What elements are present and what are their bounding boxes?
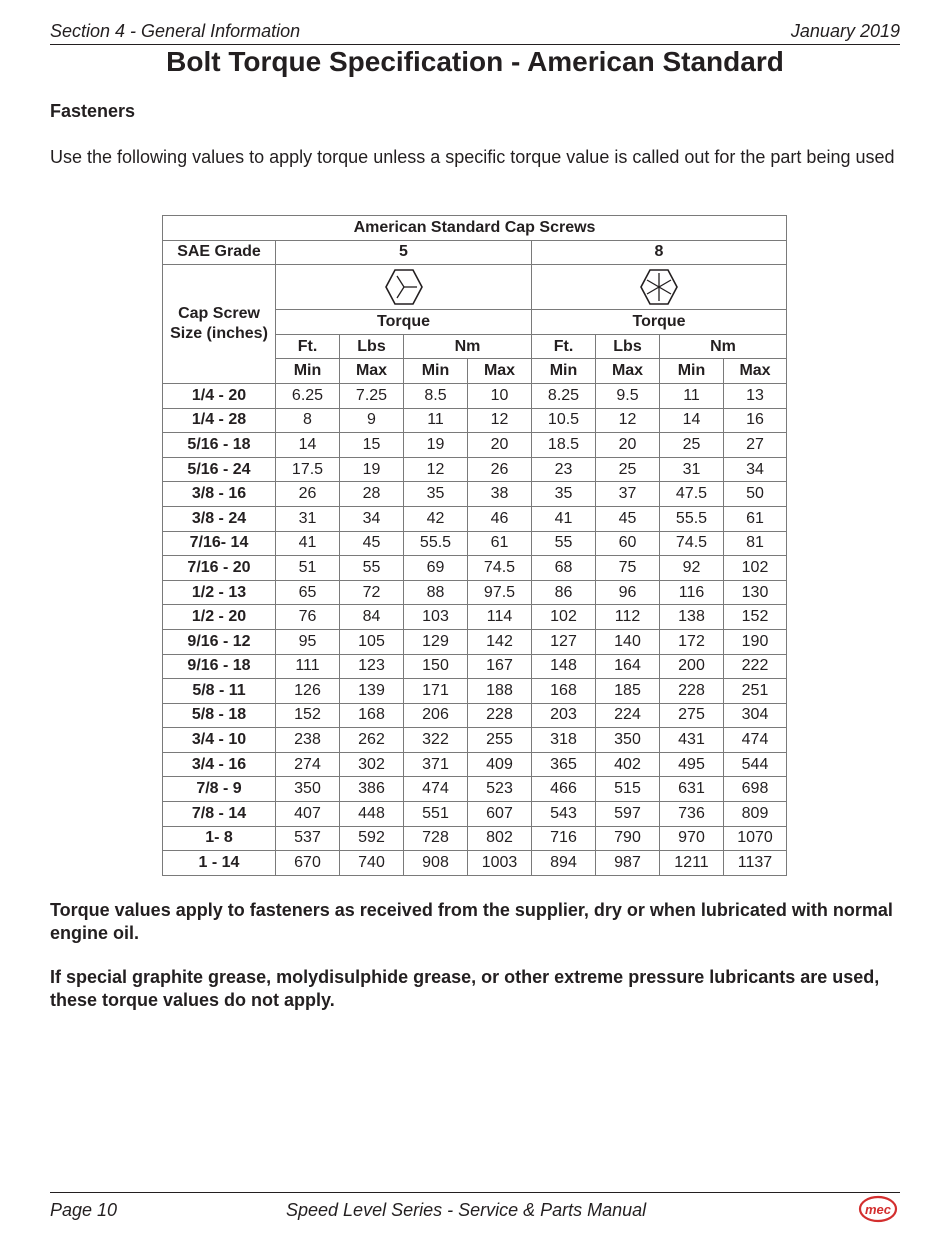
- page-header: [50, 20, 900, 45]
- torque-value: 172: [660, 629, 724, 654]
- torque-value: 41: [532, 506, 596, 531]
- torque-value: 466: [532, 777, 596, 802]
- torque-value: 7.25: [340, 383, 404, 408]
- torque-value: 102: [724, 556, 787, 581]
- section-subheading: Fasteners: [50, 101, 136, 121]
- table-row: [163, 457, 787, 482]
- torque-value: 8.5: [404, 383, 468, 408]
- cap-screw-size-label: Cap Screw Size (inches): [163, 265, 276, 384]
- torque-value: 27: [724, 433, 787, 458]
- table-row: [163, 752, 787, 777]
- grade-5-hex-bolt-icon: [384, 268, 424, 306]
- torque-value: 72: [340, 580, 404, 605]
- table-row: [163, 629, 787, 654]
- torque-value: 86: [532, 580, 596, 605]
- torque-value: 386: [340, 777, 404, 802]
- torque-value: 274: [276, 752, 340, 777]
- torque-value: 19: [340, 457, 404, 482]
- torque-value: 20: [596, 433, 660, 458]
- torque-value: 515: [596, 777, 660, 802]
- torque-value: 138: [660, 605, 724, 630]
- torque-value: 69: [404, 556, 468, 581]
- torque-value: 262: [340, 728, 404, 753]
- torque-value: 12: [596, 408, 660, 433]
- torque-value: 11: [404, 408, 468, 433]
- table-caption: American Standard Cap Screws: [163, 216, 787, 241]
- torque-value: 75: [596, 556, 660, 581]
- torque-value: 190: [724, 629, 787, 654]
- grade-5-ftlbs-max-label: Max: [340, 359, 404, 384]
- torque-value: 74.5: [660, 531, 724, 556]
- torque-value: 88: [404, 580, 468, 605]
- torque-value: 61: [724, 506, 787, 531]
- torque-value: 74.5: [468, 556, 532, 581]
- torque-value: 9.5: [596, 383, 660, 408]
- table-row: [163, 605, 787, 630]
- torque-value: 50: [724, 482, 787, 507]
- table-row: [163, 506, 787, 531]
- grade-8-ft-label: Ft.: [532, 334, 596, 359]
- torque-note-dry: Torque values apply to fasteners as received from the supplier, dry or when lubricated with normal engine oil.: [50, 900, 893, 943]
- torque-value: 76: [276, 605, 340, 630]
- grade-5-nm-min-label: Min: [404, 359, 468, 384]
- torque-value: 537: [276, 826, 340, 851]
- torque-value: 139: [340, 679, 404, 704]
- torque-value: 96: [596, 580, 660, 605]
- torque-value: 51: [276, 556, 340, 581]
- torque-value: 42: [404, 506, 468, 531]
- torque-value: 19: [404, 433, 468, 458]
- torque-value: 448: [340, 802, 404, 827]
- torque-value: 14: [660, 408, 724, 433]
- torque-value: 142: [468, 629, 532, 654]
- torque-value: 1211: [660, 851, 724, 876]
- torque-value: 11: [660, 383, 724, 408]
- table-row: [163, 679, 787, 704]
- torque-value: 894: [532, 851, 596, 876]
- mec-logo-text: mec: [864, 1202, 892, 1217]
- table-row: [163, 408, 787, 433]
- table-row: [163, 851, 787, 876]
- torque-value: 38: [468, 482, 532, 507]
- torque-value: 55.5: [404, 531, 468, 556]
- torque-note-lubricants: If special graphite grease, molydisulphide grease, or other extreme pressure lubricants are used, these torque values do not apply.: [50, 967, 880, 1010]
- cap-screw-size: 5/16 - 24: [163, 457, 276, 482]
- torque-value: 275: [660, 703, 724, 728]
- torque-value: 607: [468, 802, 532, 827]
- table-row: [163, 531, 787, 556]
- torque-value: 10.5: [532, 408, 596, 433]
- torque-value: 350: [596, 728, 660, 753]
- torque-value: 224: [596, 703, 660, 728]
- torque-value: 8: [276, 408, 340, 433]
- cap-screw-size: 3/4 - 10: [163, 728, 276, 753]
- cap-screw-size: 7/8 - 14: [163, 802, 276, 827]
- torque-value: 185: [596, 679, 660, 704]
- torque-value: 16: [724, 408, 787, 433]
- torque-value: 908: [404, 851, 468, 876]
- table-row: [163, 556, 787, 581]
- torque-value: 84: [340, 605, 404, 630]
- table-row: [163, 777, 787, 802]
- torque-value: 740: [340, 851, 404, 876]
- torque-value: 105: [340, 629, 404, 654]
- torque-value: 34: [724, 457, 787, 482]
- torque-value: 228: [468, 703, 532, 728]
- torque-value: 168: [340, 703, 404, 728]
- torque-value: 167: [468, 654, 532, 679]
- cap-screw-size: 3/8 - 24: [163, 506, 276, 531]
- cap-screw-size: 7/8 - 9: [163, 777, 276, 802]
- torque-value: 102: [532, 605, 596, 630]
- torque-value: 409: [468, 752, 532, 777]
- cap-screw-size: 5/16 - 18: [163, 433, 276, 458]
- header-date: January 2019: [790, 21, 900, 41]
- torque-value: 55.5: [660, 506, 724, 531]
- torque-value: 365: [532, 752, 596, 777]
- torque-value: 126: [276, 679, 340, 704]
- torque-value: 55: [340, 556, 404, 581]
- torque-value: 41: [276, 531, 340, 556]
- page-number: Page 10: [50, 1200, 118, 1220]
- torque-value: 302: [340, 752, 404, 777]
- torque-value: 736: [660, 802, 724, 827]
- torque-value: 116: [660, 580, 724, 605]
- cap-screw-size: 3/8 - 16: [163, 482, 276, 507]
- torque-value: 304: [724, 703, 787, 728]
- cap-screw-size: 9/16 - 18: [163, 654, 276, 679]
- cap-screw-size: 7/16 - 20: [163, 556, 276, 581]
- torque-value: 103: [404, 605, 468, 630]
- table-row: [163, 654, 787, 679]
- cap-screw-size: 9/16 - 12: [163, 629, 276, 654]
- grade-5-nm-label: Nm: [404, 334, 532, 359]
- cap-screw-size: 1/4 - 28: [163, 408, 276, 433]
- cap-screw-size: 1/2 - 20: [163, 605, 276, 630]
- table-row: [163, 580, 787, 605]
- cap-screw-size: 7/16- 14: [163, 531, 276, 556]
- torque-value: 13: [724, 383, 787, 408]
- torque-value: 34: [340, 506, 404, 531]
- torque-value: 474: [404, 777, 468, 802]
- torque-value: 150: [404, 654, 468, 679]
- torque-value: 350: [276, 777, 340, 802]
- grade-8-nm-max-label: Max: [724, 359, 787, 384]
- torque-value: 92: [660, 556, 724, 581]
- torque-value: 35: [404, 482, 468, 507]
- torque-value: 670: [276, 851, 340, 876]
- torque-value: 238: [276, 728, 340, 753]
- grade-5-ft-label: Ft.: [276, 334, 340, 359]
- torque-value: 790: [596, 826, 660, 851]
- torque-value: 970: [660, 826, 724, 851]
- table-row: [163, 802, 787, 827]
- cap-screw-size: 5/8 - 11: [163, 679, 276, 704]
- torque-spec-table: [162, 215, 787, 876]
- torque-value: 206: [404, 703, 468, 728]
- torque-value: 1137: [724, 851, 787, 876]
- torque-value: 251: [724, 679, 787, 704]
- torque-value: 1003: [468, 851, 532, 876]
- torque-value: 1070: [724, 826, 787, 851]
- cap-screw-size: 1/2 - 13: [163, 580, 276, 605]
- torque-value: 987: [596, 851, 660, 876]
- torque-value: 26: [468, 457, 532, 482]
- torque-value: 31: [276, 506, 340, 531]
- torque-value: 371: [404, 752, 468, 777]
- torque-value: 203: [532, 703, 596, 728]
- torque-value: 322: [404, 728, 468, 753]
- page-title: Bolt Torque Specification - American Standard: [166, 46, 784, 77]
- section-label: Section 4 - General Information: [50, 21, 301, 41]
- torque-value: 97.5: [468, 580, 532, 605]
- torque-value: 35: [532, 482, 596, 507]
- torque-value: 8.25: [532, 383, 596, 408]
- torque-value: 809: [724, 802, 787, 827]
- torque-value: 716: [532, 826, 596, 851]
- torque-value: 60: [596, 531, 660, 556]
- grade-5-label: 5: [276, 240, 532, 265]
- grade-8-nm-label: Nm: [660, 334, 787, 359]
- torque-value: 12: [404, 457, 468, 482]
- table-row: [163, 703, 787, 728]
- torque-value: 37: [596, 482, 660, 507]
- torque-value: 65: [276, 580, 340, 605]
- grade-8-lbs-label: Lbs: [596, 334, 660, 359]
- table-row: [163, 826, 787, 851]
- torque-value: 81: [724, 531, 787, 556]
- torque-value: 26: [276, 482, 340, 507]
- torque-value: 6.25: [276, 383, 340, 408]
- torque-value: 168: [532, 679, 596, 704]
- torque-value: 551: [404, 802, 468, 827]
- torque-value: 20: [468, 433, 532, 458]
- torque-value: 474: [724, 728, 787, 753]
- torque-value: 318: [532, 728, 596, 753]
- torque-value: 631: [660, 777, 724, 802]
- grade-8-nm-min-label: Min: [660, 359, 724, 384]
- grade-8-hex-bolt-icon: [639, 268, 679, 306]
- torque-value: 402: [596, 752, 660, 777]
- torque-value: 127: [532, 629, 596, 654]
- torque-value: 130: [724, 580, 787, 605]
- torque-value: 495: [660, 752, 724, 777]
- sae-grade-label: SAE Grade: [163, 240, 276, 265]
- torque-value: 188: [468, 679, 532, 704]
- torque-value: 152: [276, 703, 340, 728]
- torque-value: 140: [596, 629, 660, 654]
- torque-value: 200: [660, 654, 724, 679]
- torque-value: 47.5: [660, 482, 724, 507]
- torque-value: 171: [404, 679, 468, 704]
- torque-value: 45: [340, 531, 404, 556]
- torque-value: 698: [724, 777, 787, 802]
- mec-logo-icon: [858, 1194, 900, 1229]
- grade-5-torque-label: Torque: [276, 310, 532, 335]
- torque-value: 12: [468, 408, 532, 433]
- torque-value: 228: [660, 679, 724, 704]
- grade-5-ftlbs-min-label: Min: [276, 359, 340, 384]
- torque-value: 112: [596, 605, 660, 630]
- torque-value: 123: [340, 654, 404, 679]
- torque-value: 61: [468, 531, 532, 556]
- grade-5-icon-cell: [276, 265, 532, 310]
- grade-8-torque-label: Torque: [532, 310, 787, 335]
- table-row: [163, 433, 787, 458]
- cap-screw-size: 1/4 - 20: [163, 383, 276, 408]
- grade-5-lbs-label: Lbs: [340, 334, 404, 359]
- page-footer: [50, 1192, 900, 1225]
- grade-8-ftlbs-min-label: Min: [532, 359, 596, 384]
- torque-value: 111: [276, 654, 340, 679]
- torque-value: 68: [532, 556, 596, 581]
- torque-value: 255: [468, 728, 532, 753]
- torque-value: 407: [276, 802, 340, 827]
- cap-screw-size: 1 - 14: [163, 851, 276, 876]
- torque-value: 802: [468, 826, 532, 851]
- torque-value: 597: [596, 802, 660, 827]
- torque-value: 9: [340, 408, 404, 433]
- torque-value: 544: [724, 752, 787, 777]
- torque-value: 543: [532, 802, 596, 827]
- torque-value: 17.5: [276, 457, 340, 482]
- torque-value: 18.5: [532, 433, 596, 458]
- torque-value: 28: [340, 482, 404, 507]
- torque-value: 592: [340, 826, 404, 851]
- grade-8-icon-cell: [532, 265, 787, 310]
- torque-value: 95: [276, 629, 340, 654]
- manual-title: Speed Level Series - Service & Parts Manual: [286, 1200, 647, 1220]
- grade-8-ftlbs-max-label: Max: [596, 359, 660, 384]
- torque-value: 431: [660, 728, 724, 753]
- torque-value: 23: [532, 457, 596, 482]
- intro-paragraph: Use the following values to apply torque unless a specific torque value is called out for the part being used: [50, 147, 895, 167]
- cap-screw-size: 3/4 - 16: [163, 752, 276, 777]
- torque-value: 25: [660, 433, 724, 458]
- torque-value: 10: [468, 383, 532, 408]
- torque-value: 152: [724, 605, 787, 630]
- torque-value: 45: [596, 506, 660, 531]
- torque-value: 222: [724, 654, 787, 679]
- torque-value: 46: [468, 506, 532, 531]
- table-row: [163, 728, 787, 753]
- torque-value: 14: [276, 433, 340, 458]
- grade-5-nm-max-label: Max: [468, 359, 532, 384]
- torque-value: 114: [468, 605, 532, 630]
- torque-value: 523: [468, 777, 532, 802]
- torque-value: 55: [532, 531, 596, 556]
- torque-value: 728: [404, 826, 468, 851]
- torque-value: 31: [660, 457, 724, 482]
- torque-value: 129: [404, 629, 468, 654]
- torque-value: 148: [532, 654, 596, 679]
- table-row: [163, 383, 787, 408]
- torque-value: 15: [340, 433, 404, 458]
- torque-value: 25: [596, 457, 660, 482]
- table-row: [163, 482, 787, 507]
- cap-screw-size: 1- 8: [163, 826, 276, 851]
- grade-8-label: 8: [532, 240, 787, 265]
- cap-screw-size: 5/8 - 18: [163, 703, 276, 728]
- torque-value: 164: [596, 654, 660, 679]
